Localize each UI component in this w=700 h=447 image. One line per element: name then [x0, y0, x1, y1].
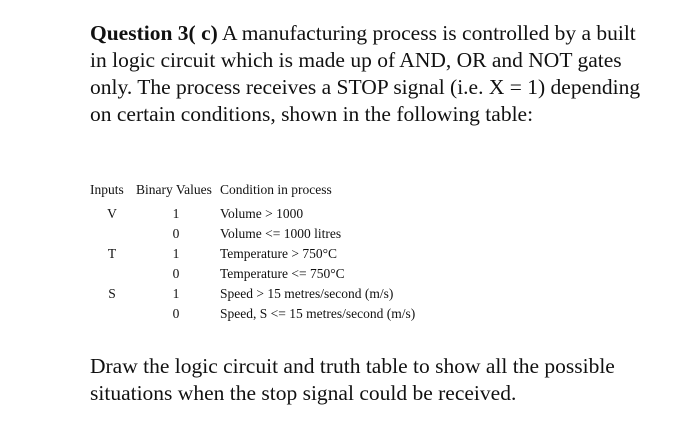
header-binary-values: Binary Values [136, 182, 212, 197]
instruction-text: Draw the logic circuit and truth table to show all the possible situations when the stop signal could be received. [90, 354, 615, 405]
row-condition: Temperature <= 750°C [220, 266, 345, 281]
question-label: Question 3( c) [90, 21, 218, 45]
row-input: V [107, 206, 117, 221]
row-binary: 0 [172, 226, 180, 241]
row-condition: Temperature > 750°C [220, 246, 338, 261]
header-inputs: Inputs [90, 182, 124, 197]
row-condition: Volume <= 1000 litres [220, 226, 342, 241]
row-input: S [108, 286, 116, 301]
row-binary: 1 [172, 206, 180, 221]
row-binary: 0 [172, 266, 180, 281]
row-binary: 0 [172, 306, 180, 321]
row-binary: 1 [172, 286, 180, 301]
question-text-block [90, 20, 650, 128]
row-condition: Speed > 15 metres/second (m/s) [220, 286, 394, 301]
row-condition: Volume > 1000 [220, 206, 304, 221]
row-condition: Speed, S <= 15 metres/second (m/s) [220, 306, 416, 321]
row-input: T [107, 246, 117, 261]
row-binary: 1 [172, 246, 180, 261]
header-condition: Condition in process [220, 182, 332, 197]
question-body: A manufacturing process is controlled by a built in logic circuit which is made up of AND, OR and NOT gates only. The process receives a STOP signal (i.e. X = 1) depending on certain conditions, shown in the following table: [90, 21, 641, 126]
